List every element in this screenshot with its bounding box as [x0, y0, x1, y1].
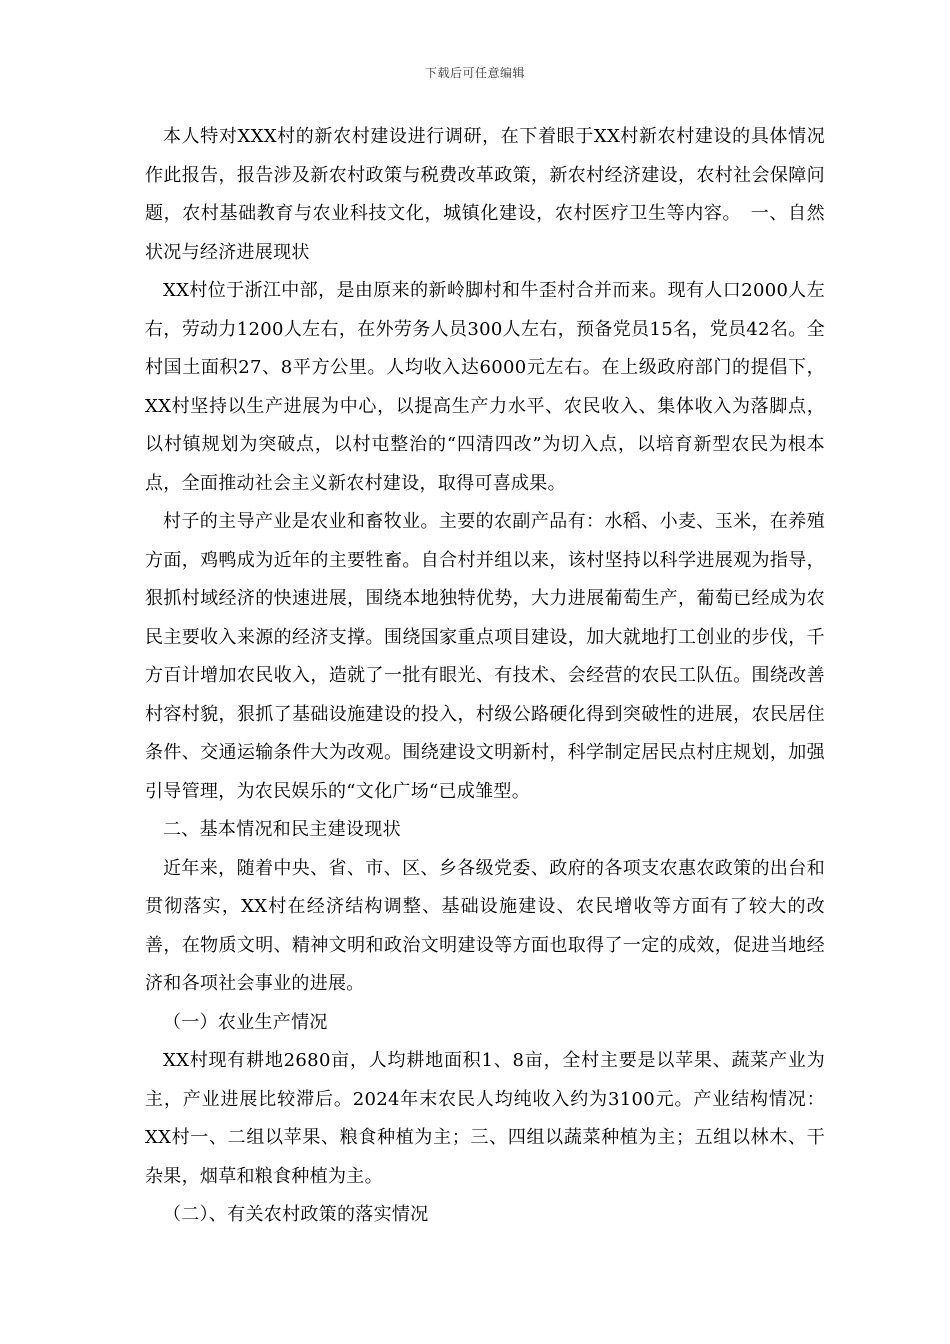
document-body	[145, 118, 825, 1235]
page-header-note: 下载后可任意编辑	[424, 66, 525, 80]
paragraph-agriculture: XX村现有耕地2680亩，人均耕地面积1、8亩，全村主要是以苹果、蔬菜产业为主，产业进展比较滞后。2024年末农民人均纯收入约为3100元。产业结构情况：XX村一、二组以苹果、粮食种植为主；三、四组以蔬菜种植为主；五组以林木、干杂果，烟草和粮食种植为主。	[145, 1050, 825, 1187]
paragraph-main-industry: 村子的主导产业是农业和畜牧业。主要的农副产品有：水稻、小麦、玉米，在养殖方面，鸡鸭成为近年的主要牲畜。自合村并组以来，该村坚持以科学进展观为指导，狠抓村域经济的快速进展，围绕本地独特优势，大力进展葡萄生产，葡萄已经成为农民主要收入来源的经济支撑。围绕国家重点项目建设，加大就地打工创业的步伐，千方百计增加农民收入，造就了一批有眼光、有技术、会经营的农民工队伍。围绕改善村容村貌，狠抓了基础设施建设的投入，村级公路硬化得到突破性的进展，农民居住条件、交通运输条件大为改观。围绕建设文明新村，科学制定居民点村庄规划，加强引导管理，为农民娱乐的“文化广场“已成雏型。	[145, 511, 825, 802]
subsection-heading-agriculture: （一）农业生产情况	[163, 1011, 328, 1033]
paragraph-village-overview: XX村位于浙江中部，是由原来的新岭脚村和牛歪村合并而来。现有人口2000人左右，劳动力1200人左右，在外劳务人员300人左右，预备党员15名，党员42名。全村国土面积27、8平方公里。人均收入达6000元左右。在上级政府部门的提倡下，XX村坚持以生产进展为中心，以提高生产力水平、农民收入、集体收入为落脚点，以村镇规划为突破点，以村屯整治的“四清四改”为切入点，以培育新型农民为根本点，全面推动社会主义新农村建设，取得可喜成果。	[145, 280, 825, 494]
section-heading-basic-situation: 二、基本情况和民主建设现状	[163, 819, 401, 840]
subsection-heading-policy: （二）、有关农村政策的落实情况	[163, 1204, 429, 1225]
paragraph-recent-years: 近年来，随着中央、省、市、区、乡各级党委、政府的各项支农惠农政策的出台和贯彻落实，XX村在经济结构调整、基础设施建设、农民增收等方面有了较大的改善，在物质文明、精神文明和政治文明建设等方面也取得了一定的成效，促进当地经济和各项社会事业的进展。	[145, 857, 825, 994]
paragraph-intro: 本人特对XXX村的新农村建设进行调研，在下着眼于XX村新农村建设的具体情况作此报告，报告涉及新农村政策与税费改革政策，新农村经济建设，农村社会保障问题，农村基础教育与农业科技文化，城镇化建设，农村医疗卫生等内容。 一、自然状况与经济进展现状	[145, 126, 825, 263]
